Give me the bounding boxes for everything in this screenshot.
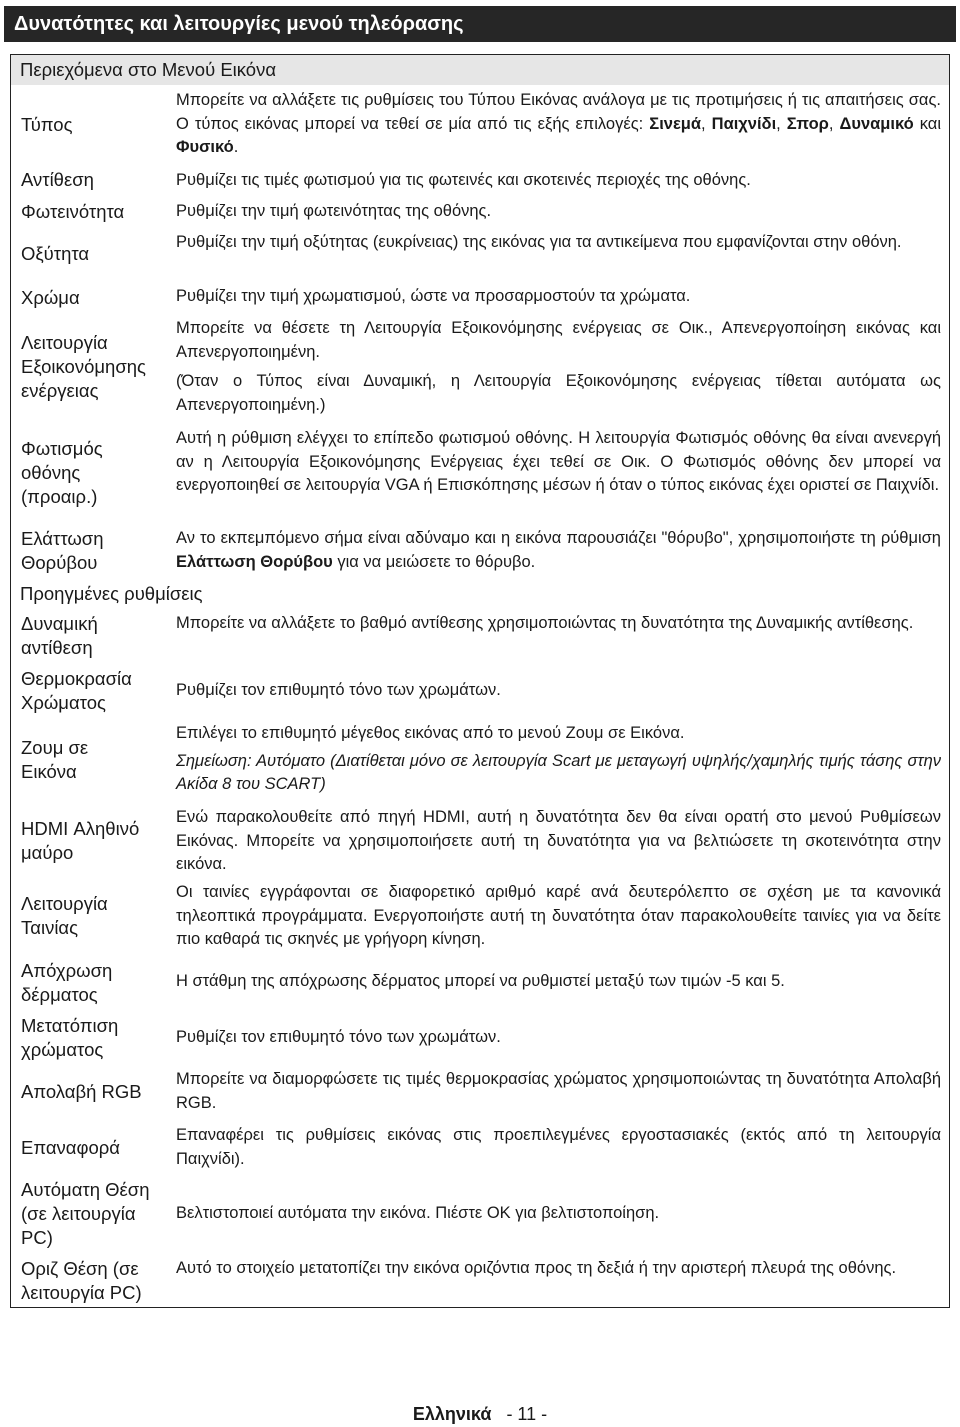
power-save-text: Μπορείτε να θέσετε τη Λειτουργία Εξοικονόμησης ενέργειας σε Οικ., Απενεργοποίηση εικόνας και Απενεργοποιημένη. bbox=[176, 319, 941, 361]
row-label-h-position: Οριζ Θέση (σε λειτουργία PC) bbox=[21, 1258, 142, 1303]
row-desc-sharpness: Ρυθμίζει την τιμή οξύτητας (ευκρίνειας) της εικόνας για τα αντικείμενα που εμφανίζονται στην οθόνη. bbox=[176, 233, 902, 251]
picture-menu-table bbox=[10, 54, 950, 1308]
page-title: Δυνατότητες και λειτουργίες μενού τηλεόρασης bbox=[14, 13, 464, 35]
row-desc-contrast: Ρυθμίζει τις τιμές φωτισμού για τις φωτεινές και σκοτεινές περιοχές της οθόνης. bbox=[176, 171, 751, 189]
power-save-note: (Όταν ο Τύπος είναι Δυναμική, η Λειτουργία Εξοικονόμησης ενέργειας τίθεται αυτόματα ως Απενεργοποιημένη.) bbox=[176, 372, 941, 414]
row-label-sharpness: Οξύτητα bbox=[21, 243, 90, 264]
row-label-colour: Χρώμα bbox=[21, 287, 80, 308]
page-footer bbox=[0, 1404, 960, 1425]
page-number: - 11 - bbox=[506, 1404, 548, 1424]
row-label-picture-mode: Τύπος bbox=[21, 114, 73, 135]
row-label-brightness: Φωτεινότητα bbox=[21, 201, 125, 222]
row-desc-skin-tone: Η στάθμη της απόχρωσης δέρματος μπορεί να ρυθμιστεί μεταξύ των τιμών -5 και 5. bbox=[176, 972, 785, 990]
row-label-hdmi-true-black: HDMI Αληθινό μαύρο bbox=[21, 818, 140, 863]
page-header bbox=[4, 6, 956, 42]
row-label-reset: Επαναφορά bbox=[21, 1137, 120, 1158]
row-label-noise-reduction: Ελάττωση Θορύβου bbox=[21, 528, 104, 573]
row-desc-auto-position: Βελτιστοποιεί αυτόματα την εικόνα. Πιέστε OK για βελτιστοποίηση. bbox=[176, 1204, 660, 1222]
picture-zoom-text: Επιλέγει το επιθυμητό μέγεθος εικόνας από το μενού Ζουμ σε Εικόνα. bbox=[176, 724, 685, 742]
row-label-picture-zoom: Ζουμ σε Εικόνα bbox=[21, 737, 89, 782]
picture-zoom-note: Σημείωση: Αυτόματο (Διατίθεται μόνο σε λειτουργία Scart με μεταγωγή υψηλής/χαμηλής τιμής τάσης στην Ακίδα 8 του SCART) bbox=[176, 751, 941, 793]
row-desc-colour-temp: Ρυθμίζει τον επιθυμητό τόνο των χρωμάτων. bbox=[176, 681, 501, 699]
row-label-skin-tone: Απόχρωση δέρματος bbox=[21, 960, 113, 1005]
row-label-dynamic-contrast: Δυναμική αντίθεση bbox=[21, 613, 98, 658]
row-label-backlight: Φωτισμός οθόνης (προαιρ.) bbox=[21, 438, 103, 507]
row-label-power-save-mode: Λειτουργία Εξοικονόμησης ενέργειας bbox=[21, 332, 146, 401]
section-title-picture-menu: Περιεχόμενα στο Μενού Εικόνα bbox=[11, 55, 949, 85]
row-desc-backlight: Αυτή η ρύθμιση ελέγχει το επίπεδο φωτισμού οθόνης. Η λειτουργία Φωτισμός οθόνης θα είναι ανενεργή αν η Λειτουργία Εξοικονόμησης Ενέργειας έχει τεθεί σε Οικ. Ο Φωτισμός οθόνης δεν μπορεί να ενεργοποιηθεί σε λειτουργία VGA ή Επισκόπησης μέσων ή όταν ο τύπος εικόνας έχει οριστεί σε Παιχνίδι. bbox=[176, 429, 941, 494]
row-desc-dynamic-contrast: Μπορείτε να αλλάξετε το βαθμό αντίθεσης χρησιμοποιώντας τη δυνατότητα της Δυναμικής αντίθεσης. bbox=[176, 614, 914, 632]
row-label-rgb-gain: Απολαβή RGB bbox=[21, 1081, 142, 1102]
row-desc-hdmi-true-black: Ενώ παρακολουθείτε από πηγή HDMI, αυτή η δυνατότητα δεν θα είναι ορατή στο μενού Ρυθμίσεων Εικόνας. Μπορείτε να χρησιμοποιήσετε αυτή τη δυνατότητα για να βελτιώσετε τη σκοτεινότητα στην εικόνα. bbox=[176, 808, 941, 873]
row-desc-reset: Επαναφέρει τις ρυθμίσεις εικόνας στις προεπιλεγμένες εργοστασιακές (εκτός από τη λειτουργία Παιχνίδι). bbox=[176, 1126, 941, 1168]
row-desc-colour: Ρυθμίζει την τιμή χρωματισμού, ώστε να προσαρμοστούν τα χρώματα. bbox=[176, 287, 691, 305]
row-desc-power-save-mode bbox=[176, 317, 941, 417]
row-label-auto-position: Αυτόματη Θέση (σε λειτουργία PC) bbox=[21, 1179, 150, 1248]
footer-language: Ελληνικά bbox=[412, 1404, 492, 1424]
row-desc-brightness: Ρυθμίζει την τιμή φωτεινότητας της οθόνης. bbox=[176, 202, 492, 220]
row-desc-film-mode: Οι ταινίες εγγράφονται σε διαφορετικό αριθμό καρέ ανά δευτερόλεπτο σε σχέση με τα κανονικά τηλεοπτικά προγράμματα. Ενεργοποιήστε αυτή τη δυνατότητα όταν παρακολουθείτε ταινίες για να δείτε πιο καθαρά τις σκηνές με γρήγορη κίνηση. bbox=[176, 883, 941, 948]
row-label-contrast: Αντίθεση bbox=[21, 169, 94, 190]
row-desc-picture-mode: Μπορείτε να αλλάξετε τις ρυθμίσεις του Τύπου Εικόνας ανάλογα με τις προτιμήσεις ή τις απαιτήσεις σας. Ο τύπος εικόνας μπορεί να τεθεί σε μία από τις εξής επιλογές: Σινεμά, Παιχνίδι, Σπορ, Δυναμικό και Φυσικό. bbox=[176, 91, 941, 156]
section-title-advanced-settings: Προηγμένες ρυθμίσεις bbox=[20, 583, 203, 604]
row-desc-noise-reduction: Αν το εκπεμπόμενο σήμα είναι αδύναμο και η εικόνα παρουσιάζει "θόρυβο", χρησιμοποιήστε τη ρύθμιση Ελάττωση Θορύβου για να μειώσετε το θόρυβο. bbox=[176, 529, 941, 571]
row-label-film-mode: Λειτουργία Ταινίας bbox=[21, 893, 108, 938]
row-desc-colour-shift: Ρυθμίζει τον επιθυμητό τόνο των χρωμάτων. bbox=[176, 1028, 501, 1046]
row-label-colour-shift: Μετατόπιση χρώματος bbox=[21, 1015, 119, 1060]
row-desc-rgb-gain: Μπορείτε να διαμορφώσετε τις τιμές θερμοκρασίας χρώματος χρησιμοποιώντας τη δυνατότητα Απολαβή RGB. bbox=[176, 1070, 941, 1112]
row-label-colour-temp: Θερμοκρασία Χρώματος bbox=[21, 668, 132, 713]
row-desc-picture-zoom bbox=[176, 722, 941, 797]
row-desc-h-position: Αυτό το στοιχείο μετατοπίζει την εικόνα οριζόντια προς τη δεξιά ή την αριστερή πλευρά της οθόνης. bbox=[176, 1259, 897, 1277]
